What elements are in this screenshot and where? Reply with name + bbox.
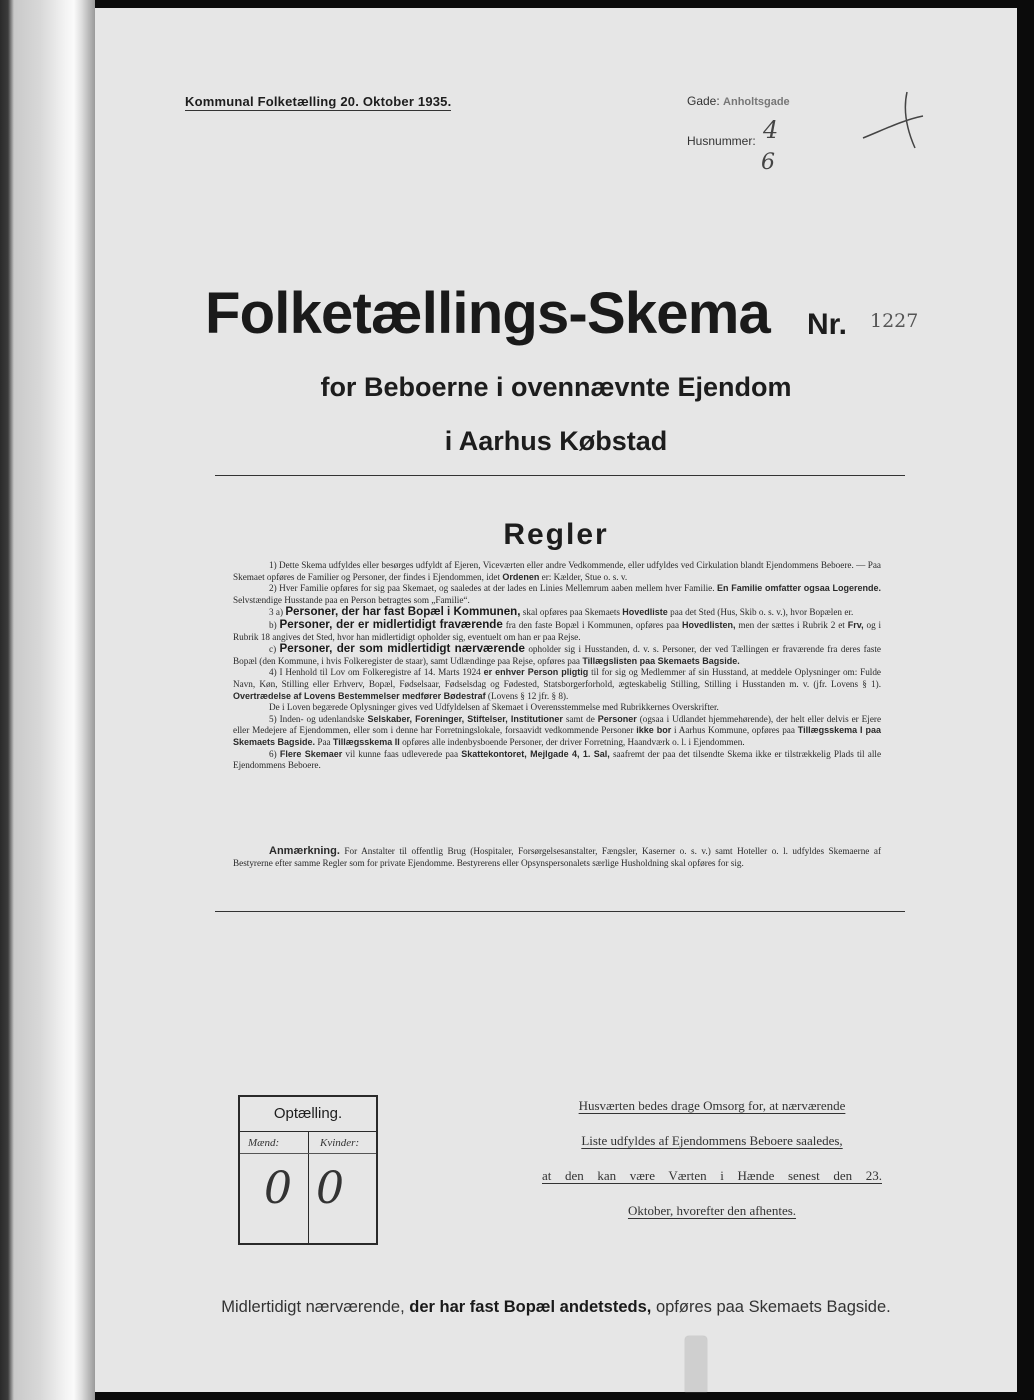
form-number-value: 1227: [870, 310, 919, 332]
form-number-label: Nr.: [807, 308, 848, 341]
count-header-rule: [240, 1153, 376, 1154]
count-men-value: 0: [264, 1163, 292, 1214]
rule-2: 2) Hver Familie opføres for sig paa Skemaet, og saaledes at der lades en Linies Mellemrum aaben mellem hver Familie. En Familie omfatter ogsaa Logerende. Selvstændige Husstande paa en Person betragtes som „Familie“.: [233, 583, 881, 605]
notice-line-4: Oktober, hvorefter den afhentes.: [627, 1203, 797, 1218]
census-form-page: [95, 8, 1017, 1392]
rule-4b: De i Loven begærede Oplysninger gives ved Udfyldelsen af Skemaet i Overensstemmelse med Rubrikkernes Overskrifter.: [269, 702, 719, 713]
street-value: Anholtsgade: [723, 96, 790, 108]
rules-heading: Regler: [503, 518, 609, 551]
notice-line-1: Husværten bedes drage Omsorg for, at nærværende: [578, 1098, 846, 1113]
street-field: [687, 94, 790, 108]
street-label: Gade:: [687, 94, 720, 108]
count-column-divider: [308, 1131, 309, 1243]
rule-5: 5) Inden- og udenlandske Selskaber, Foreninger, Stiftelser, Institutioner samt de Personer (ogsaa i Udlandet hjemmehørende), der helt eller delvis er Ejere eller Medejere af Ejendommen, eller som i denne har Forretningslokale, forsaavidt vedkommende Personer ikke bor i Aarhus Kommune, opføres paa Tillægsskema I paa Skemaets Bagside. Paa Tillægsskema II opføres alle indenbysboende Personer, der driver Forretning, Haandværk o. l. i Ejendommen.: [233, 713, 882, 747]
form-subtitle-1: for Beboerne i ovennævnte Ejendom: [320, 372, 792, 402]
count-title: Optælling.: [240, 1097, 376, 1132]
form-subtitle-2: i Aarhus Købstad: [444, 426, 668, 456]
census-title: Kommunal Folketælling 20. Oktober 1935.: [185, 94, 452, 109]
divider-bottom: [215, 911, 905, 912]
rule-4: 4) I Henhold til Lov om Folkeregistre af 14. Marts 1924 er enhver Person pligtig til for sig og Medlemmer af sin Husstand, at meddele Oplysninger om: Fulde Navn, Køn, Stilling eller Erhverv, Bopæl, Fødselsaar, Fødselsdag og Fødested, Statsborgerforhold, ægteskabelig Stilling, Stilling i Husstanden m. v. (jfr. Lovens § 1). Overtrædelse af Lovens Bestemmelser medfører Bødestraf (Lovens § 12 jfr. § 8).: [233, 667, 882, 701]
form-main-title: Folketællings-Skema: [205, 281, 770, 346]
paper-tab: [685, 1336, 707, 1392]
landlord-notice: [542, 1098, 882, 1238]
count-women-label: Kvinder:: [320, 1137, 360, 1149]
footer-note: Midlertidigt nærværende, der har fast Bopæl andetsteds, opføres paa Skemaets Bagside.: [221, 1298, 891, 1316]
handwritten-cross-mark: [855, 90, 925, 150]
annotation-label: Anmærkning.: [269, 845, 340, 857]
count-women-value: 0: [316, 1163, 344, 1214]
notice-line-3: at den kan være Værten i Hænde senest den 23.: [542, 1168, 882, 1183]
house-number-value-2: 6: [761, 150, 775, 175]
rule-3c: c) Personer, der som midlertidigt nærværende opholder sig i Husstanden, d. v. s. Personer, der ved Tællingen er fraværende fra deres faste Bopæl (den Kommune, i hvis Folkeregister de staar), samt Udlændinge paa Rejse, opføres paa Tillægslisten paa Skemaets Bagside.: [233, 642, 882, 666]
house-number-value-1: 4: [763, 116, 779, 144]
rule-3a: 3 a) Personer, der har fast Bopæl i Kommunen, skal opføres paa Skemaets Hovedliste paa det Sted (Hus, Skib o. s. v.), hvor Bopælen er.: [269, 605, 854, 619]
annotation-body: For Anstalter til offentlig Brug (Hospitaler, Forsørgelsesanstalter, Fængsler, Kaserner o. s. v.) samt Hoteller o. l. udfyldes Skemaerne af Bestyrerne efter samme Regler som for private Ejendomme. Bestyrerens eller Opsynspersonalets særlige Husholdning skal opføres for sig.: [233, 846, 882, 868]
notice-line-2: Liste udfyldes af Ejendommens Beboere saaledes,: [581, 1133, 843, 1148]
rule-6: 6) Flere Skemaer vil kunne faas udleverede paa Skattekontoret, Mejlgade 4, 1. Sal, saafremt der paa det tilsendte Skema ikke er tilstrækkelig Plads til alle Ejendommens Beboere.: [233, 748, 882, 771]
house-number-label: Husnummer:: [687, 134, 756, 148]
annotation-text: [233, 846, 881, 869]
rules-text: [233, 560, 881, 772]
count-box: [238, 1095, 378, 1245]
rule-3b: b) Personer, der er midlertidigt fraværende fra den faste Bopæl i Kommunen, opføres paa Hovedlisten, men der sættes i Rubrik 2 et Frv, og i Rubrik 18 angives det Sted, hvor han midlertidigt opholder sig, eventuelt om han er paa Rejse.: [233, 617, 882, 642]
count-men-label: Mænd:: [248, 1137, 280, 1149]
rule-1: 1) Dette Skema udfyldes eller besørges udfyldt af Ejeren, Viceværten eller andre Vedkommende, eller udfyldes ved Cirkulation blandt Ejendommens Beboere. — Paa Skemaet opføres de Familier og Personer, der findes i Ejendommen, idet Ordenen er: Kælder, Stue o. s. v.: [233, 560, 881, 582]
binding-spine: [0, 0, 95, 1400]
divider-top: [215, 475, 905, 476]
